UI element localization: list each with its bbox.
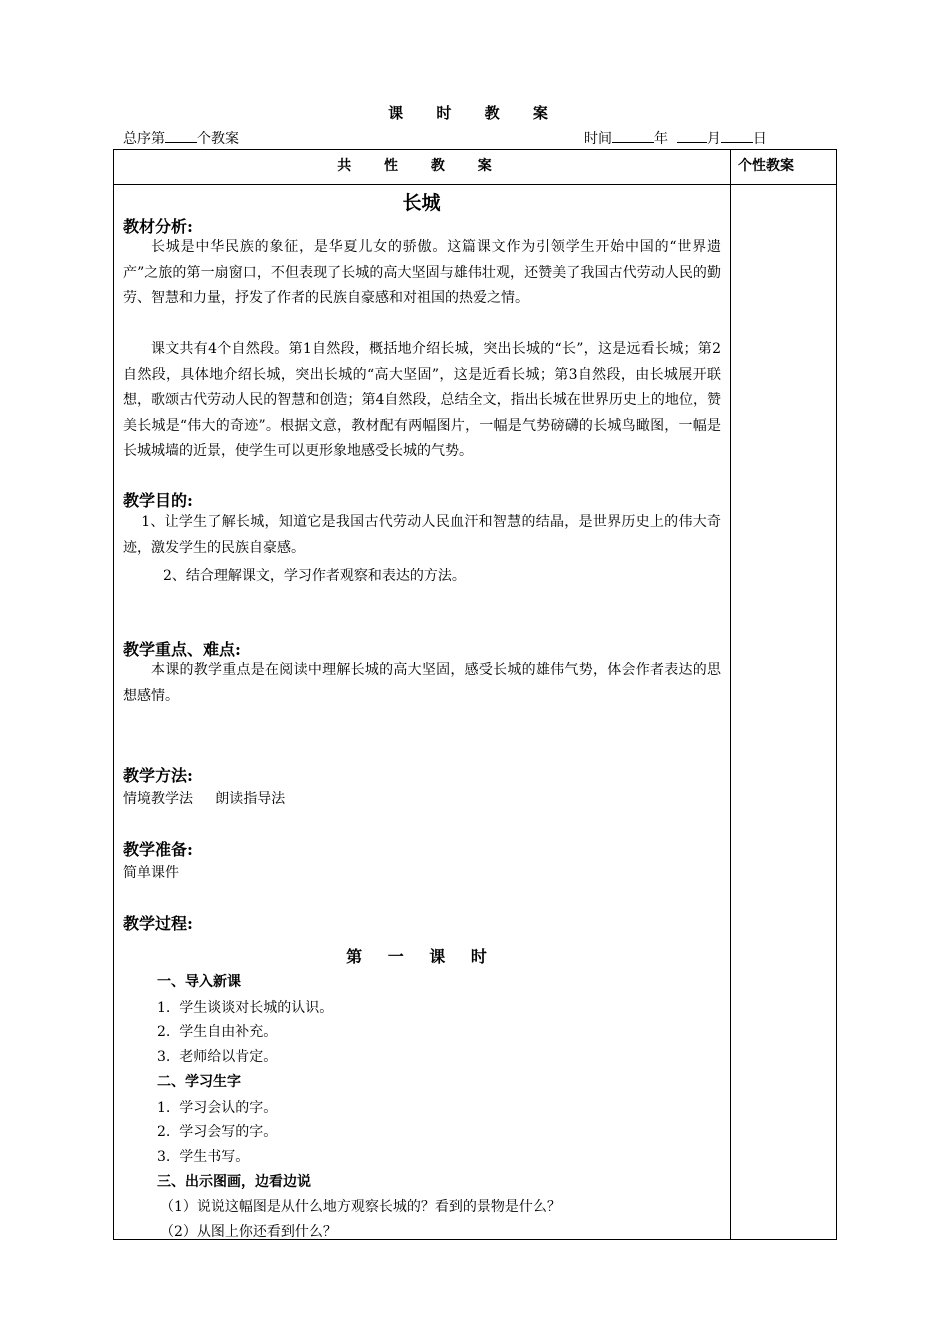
section-1-title: 一、导入新课 [157,974,241,990]
section-1-item-1: 1. 学生谈谈对长城的认识。 [157,1000,334,1016]
serial-suffix: 个教案 [197,131,239,147]
section-2-item-2: 2. 学习会写的字。 [157,1124,278,1140]
time-label: 时间 [584,131,612,147]
key-points-heading: 教学重点、难点: [123,640,241,659]
analysis-paragraph-1: 长城是中华民族的象征，是华夏儿女的骄傲。这篇课文作为引领学生开始中国的“世界遗产”之旅的第一扇窗口，不但表现了长城的高大坚固与雄伟壮观，还赞美了我国古代劳动人民的勤劳、智慧和力量，抒发了作者的民族自豪感和对祖国的热爱之情。 [123,239,721,307]
personal-plan-header: 个性教案 [738,158,794,174]
serial-blank [165,128,197,143]
lesson-title: 长城 [402,192,441,214]
section-3-title: 三、出示图画，边看边说 [157,1174,311,1190]
section-3-question-2: （2）从图上你还看到什么？ [160,1224,337,1240]
analysis-paragraph-2: 课文共有4个自然段。第1自然段，概括地介绍长城，突出长城的“长”，这是远看长城；第2自然段，具体地介绍长城，突出长城的“高大坚固”，这是近看长城；第3自然段，由长城展开联想，歌颂古代劳动人民的智慧和创造；第4自然段，总结全文，指出长城在世界历史上的地位，赞美长城是“伟大的奇迹”。根据文意，教材配有两幅图片，一幅是气势磅礴的长城鸟瞰图，一幅是长城城墙的近景，使学生可以更形象地感受长城的气势。 [123,341,721,460]
serial-number-line [123,128,239,148]
section-3-question-1: （1）说说这幅图是从什么地方观察长城的？看到的景物是什么？ [160,1199,561,1215]
month-blank [677,128,707,143]
section-1-item-3: 3. 老师给以肯定。 [157,1049,278,1065]
methods-text: 情境教学法 朗读指导法 [123,791,286,807]
serial-prefix: 总序第 [123,131,165,147]
preparation-heading: 教学准备: [123,840,193,859]
month-label: 月 [706,131,721,147]
process-heading: 教学过程: [123,914,193,933]
time-blank [612,128,654,143]
section-2-item-1: 1. 学习会认的字。 [157,1100,278,1116]
section-2-item-3: 3. 学生书写。 [157,1149,250,1165]
date-line [584,128,767,148]
section-1-item-2: 2. 学生自由补充。 [157,1024,278,1040]
key-points-text: 本课的教学重点是在阅读中理解长城的高大坚固，感受长城的雄伟气势，体会作者表达的思想感情。 [123,662,721,704]
day-blank [721,128,753,143]
section-2-title: 二、学习生字 [157,1074,241,1090]
methods-heading: 教学方法: [123,766,193,785]
preparation-text: 简单课件 [123,865,179,881]
period-title: 第 一 课 时 [346,947,497,966]
goals-heading: 教学目的: [123,491,193,510]
column-divider [730,149,731,1240]
goal-2: 2、结合理解课文，学习作者观察和表达的方法。 [163,568,466,584]
header-row-divider [113,184,837,185]
day-label: 日 [752,131,767,147]
goal-1: 1、让学生了解长城，知道它是我国古代劳动人民血汗和智慧的结晶，是世界历史上的伟大奇迹，激发学生的民族自豪感。 [123,514,721,556]
document-title: 课 时 教 案 [388,104,562,122]
analysis-heading: 教材分析: [123,217,193,236]
common-plan-header: 共 性 教 案 [337,158,506,174]
year-label: 年 [654,131,668,147]
